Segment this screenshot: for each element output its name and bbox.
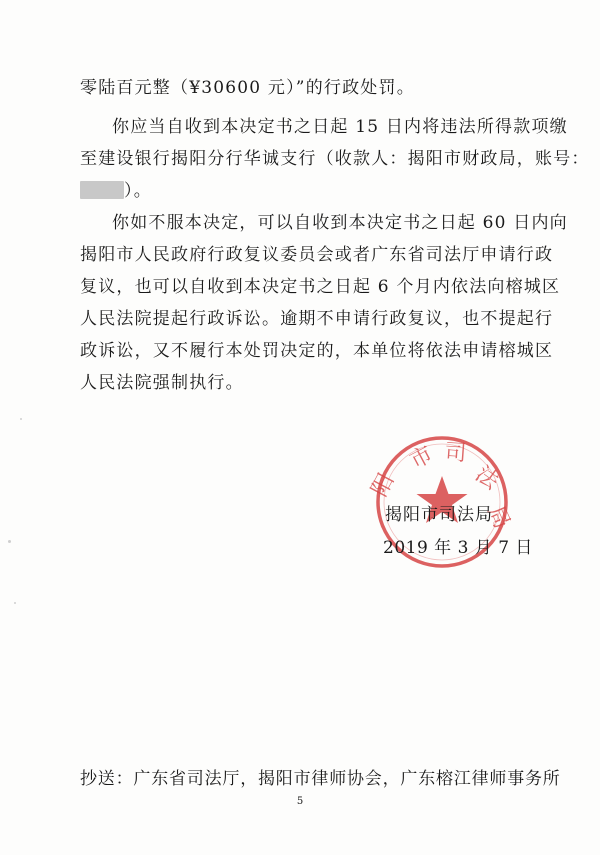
scan-speck: [8, 540, 11, 543]
redacted-account-number: [80, 181, 124, 199]
body-line-1: 零陆百元整（¥30600 元）”的行政处罚。: [80, 78, 415, 98]
body-line-6: 揭阳市人民政府行政复议委员会或者广东省司法厅申请行政: [80, 245, 554, 265]
body-line-8: 人民法院提起行政诉讼。逾期不申请行政复议，也不提起行: [80, 309, 554, 329]
svg-text:法: 法: [470, 461, 503, 495]
body-line-4: [80, 181, 152, 201]
svg-text:局: 局: [482, 502, 515, 533]
scan-speck: [14, 602, 16, 604]
cc-line: 抄送：广东省司法厅，揭阳市律师协会，广东榕江律师事务所: [80, 769, 561, 789]
signing-organization: 揭阳市司法局: [385, 505, 493, 525]
body-line-10: 人民法院强制执行。: [80, 373, 244, 393]
body-line-5: 你如不服本决定，可以自收到本决定书之日起 60 日内向: [112, 213, 568, 233]
svg-text:司: 司: [443, 440, 468, 467]
body-line-4-suffix: ）。: [124, 181, 152, 201]
svg-text:阳: 阳: [367, 469, 400, 501]
page-number: 5: [296, 796, 304, 807]
body-line-7: 复议，也可以自收到本决定书之日起 6 个月内依法向榕城区: [80, 277, 561, 297]
body-line-2: 你应当自收到本决定书之日起 15 日内将违法所得款项缴: [112, 117, 568, 137]
body-line-9: 政诉讼，又不履行本处罚决定的，本单位将依法申请榕城区: [80, 341, 554, 361]
signing-date: 2019 年 3 月 7 日: [383, 538, 533, 558]
body-line-3: 至建设银行揭阳分行华诚支行（收款人：揭阳市财政局，账号：: [80, 149, 590, 169]
scan-speck: [20, 418, 22, 420]
svg-text:市: 市: [406, 441, 438, 475]
